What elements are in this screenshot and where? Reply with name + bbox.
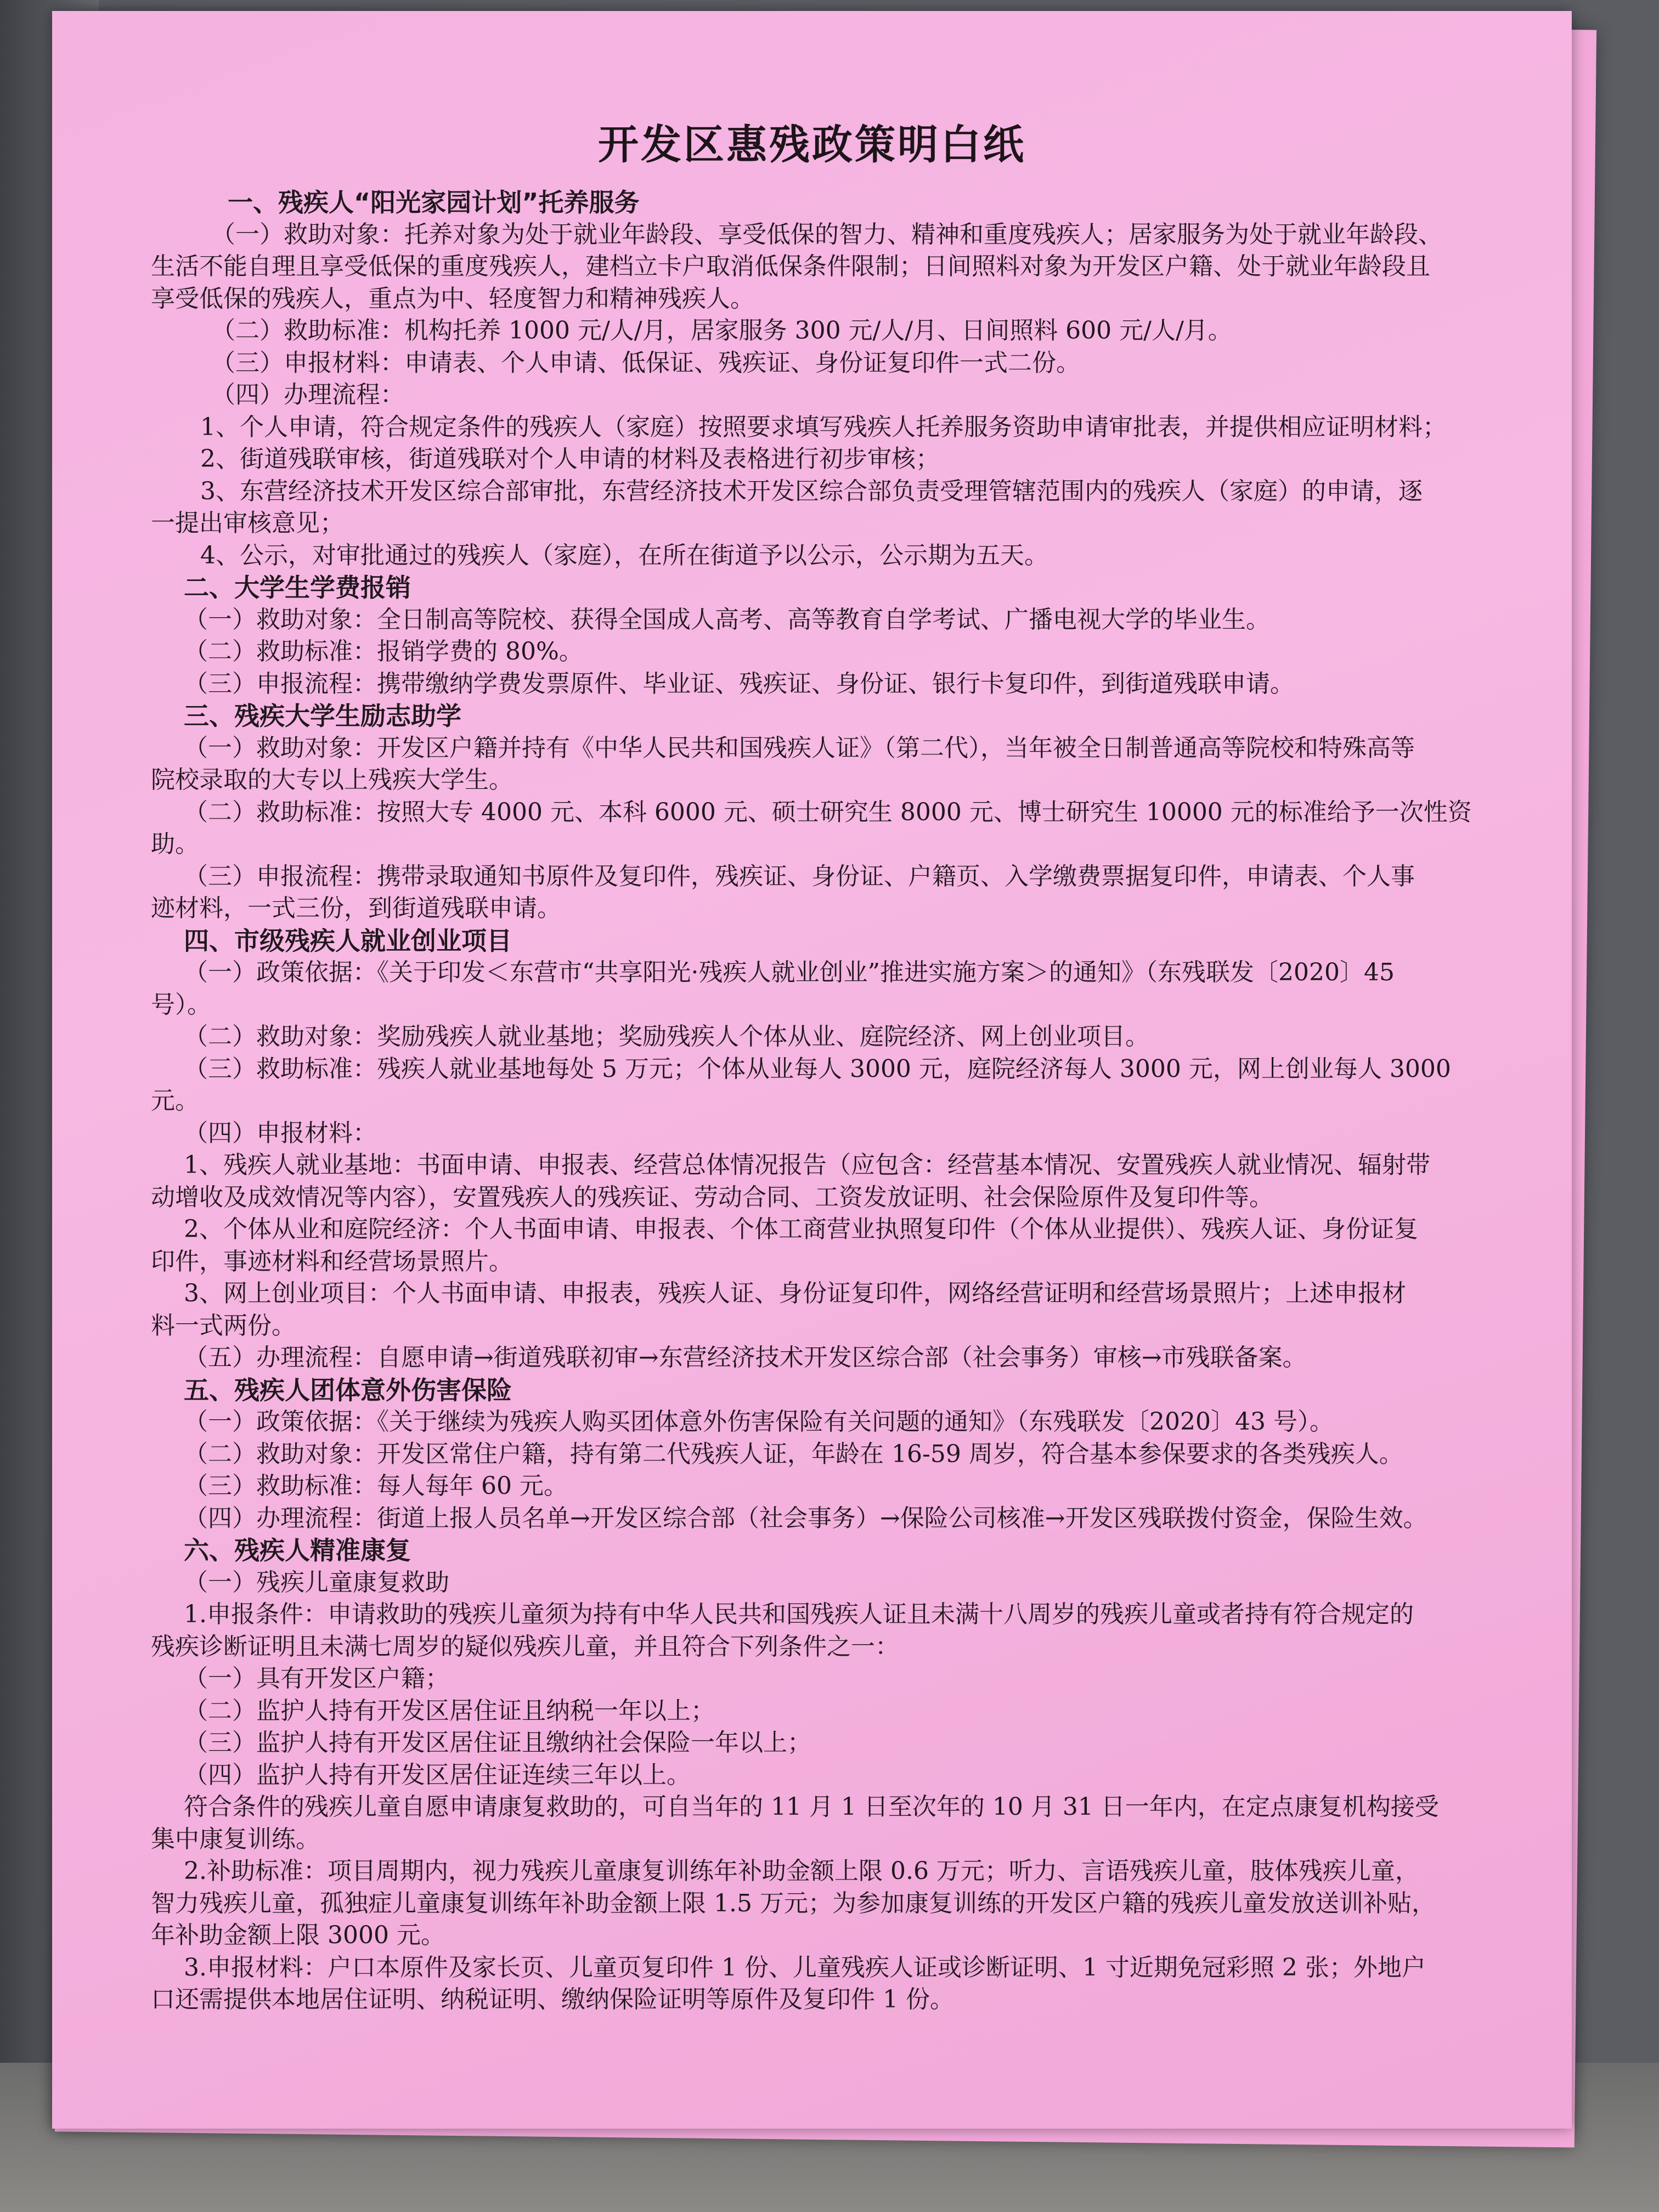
section-heading-5: 五、残疾人团体意外伤害保险	[184, 1375, 512, 1405]
text-line: 符合条件的残疾儿童自愿申请康复救助的，可自当年的 11 月 1 日至次年的 10 月 31 日一年内，在定点康复机构接受	[184, 1793, 1439, 1821]
pink-paper-sheet	[52, 11, 1572, 2129]
text-line: 1、个人申请，符合规定条件的残疾人（家庭）按照要求填写残疾人托养服务资助申请审批表，并提供相应证明材料；	[200, 413, 1447, 441]
text-line: （一）残疾儿童康复救助	[184, 1568, 449, 1596]
section-heading-3: 三、残疾大学生励志助学	[184, 701, 461, 731]
section-heading-4: 四、市级残疾人就业创业项目	[184, 926, 512, 956]
text-line: 料一式两份。	[151, 1311, 296, 1340]
text-line: 口还需提供本地居住证明、纳税证明、缴纳保险证明等原件及复印件 1 份。	[151, 1985, 954, 2013]
text-line: （一）救助对象：托养对象为处于就业年龄段、享受低保的智力、精神和重度残疾人；居家服务为处于就业年龄段、	[211, 220, 1442, 249]
text-line: （四）申报材料：	[184, 1119, 377, 1147]
section-heading-6: 六、残疾人精准康复	[184, 1536, 411, 1565]
text-line: 3、网上创业项目：个人书面申请、申报表，残疾人证、身份证复印件，网络经营证明和经营场景照片；上述申报材	[184, 1279, 1406, 1307]
text-line: 2、街道残联审核，街道残联对个人申请的材料及表格进行初步审核；	[200, 445, 940, 473]
text-line: （三）救助标准：每人每年 60 元。	[184, 1472, 568, 1500]
text-line: （一）救助对象：全日制高等院校、获得全国成人高考、高等教育自学考试、广播电视大学的毕业生。	[184, 605, 1270, 634]
text-line: （二）救助标准：报销学费的 80%。	[184, 637, 583, 665]
text-line: （三）申报流程：携带缴纳学费发票原件、毕业证、残疾证、身份证、银行卡复印件，到街道残联申请。	[184, 669, 1294, 698]
text-line: （二）救助标准：按照大专 4000 元、本科 6000 元、硕士研究生 8000 元、博士研究生 10000 元的标准给予一次性资	[184, 798, 1472, 826]
section-heading-1: 一、残疾人“阳光家园计划”托养服务	[228, 188, 640, 217]
text-line: 一提出审核意见；	[151, 509, 344, 537]
text-line: （二）救助标准：机构托养 1000 元/人/月，居家服务 300 元/人/月、日间照料 600 元/人/月。	[211, 317, 1232, 345]
text-line: （三）申报流程：携带录取通知书原件及复印件，残疾证、身份证、户籍页、入学缴费票据复印件，申请表、个人事	[184, 862, 1415, 890]
text-line: （一）政策依据：《关于印发＜东营市“共享阳光·残疾人就业创业”推进实施方案＞的通知》（东残联发〔2020〕45	[184, 958, 1395, 986]
text-line: （四）监护人持有开发区居住证连续三年以上。	[184, 1760, 691, 1789]
section-heading-2: 二、大学生学费报销	[184, 573, 411, 602]
text-line: （三）救助标准：残疾人就业基地每处 5 万元；个体从业每人 3000 元，庭院经济每人 3000 元，网上创业每人 3000	[184, 1054, 1451, 1083]
text-line: 生活不能自理且享受低保的重度残疾人，建档立卡户取消低保条件限制；日间照料对象为开发区户籍、处于就业年龄段且	[151, 252, 1430, 280]
text-line: （一）具有开发区户籍；	[184, 1664, 449, 1692]
text-line: （三）申报材料：申请表、个人申请、低保证、残疾证、身份证复印件一式二份。	[211, 348, 1080, 377]
text-line: 助。	[151, 830, 199, 858]
text-line: 年补助金额上限 3000 元。	[151, 1921, 445, 1949]
text-line: （二）监护人持有开发区居住证且纳税一年以上；	[184, 1696, 715, 1725]
text-line: （二）救助对象：开发区常住户籍，持有第二代残疾人证，年龄在 16-59 周岁，符合基本参保要求的各类残疾人。	[184, 1440, 1403, 1468]
text-line: （二）救助对象：奖励残疾人就业基地；奖励残疾人个体从业、庭院经济、网上创业项目。	[184, 1023, 1149, 1051]
document-body	[151, 187, 1550, 2016]
text-line: 动增收及成效情况等内容），安置残疾人的残疾证、劳动合同、工资发放证明、社会保险原件及复印件等。	[151, 1183, 1273, 1211]
text-line: 集中康复训练。	[151, 1825, 320, 1853]
text-line: 印件，事迹材料和经营场景照片。	[151, 1247, 513, 1276]
text-line: （四）办理流程：街道上报人员名单→开发区综合部（社会事务）→保险公司核准→开发区残联拨付资金，保险生效。	[184, 1504, 1427, 1532]
text-line: 残疾诊断证明且未满七周岁的疑似残疾儿童，并且符合下列条件之一：	[151, 1632, 899, 1661]
text-line: （四）办理流程：	[211, 381, 404, 409]
text-line: 1、残疾人就业基地：书面申请、申报表、经营总体情况报告（应包含：经营基本情况、安置残疾人就业情况、辐射带	[184, 1151, 1430, 1179]
text-line: （三）监护人持有开发区居住证且缴纳社会保险一年以上；	[184, 1729, 811, 1757]
text-line: 3、东营经济技术开发区综合部审批，东营经济技术开发区综合部负责受理管辖范围内的残疾人（家庭）的申请，逐	[200, 477, 1423, 505]
text-line: （一）政策依据：《关于继续为残疾人购买团体意外伤害保险有关问题的通知》（东残联发〔2020〕43 号）。	[184, 1408, 1334, 1436]
text-line: 号）。	[151, 990, 211, 1019]
text-line: （一）救助对象：开发区户籍并持有《中华人民共和国残疾人证》（第二代），当年被全日制普通高等院校和特殊高等	[184, 733, 1415, 762]
text-line: 享受低保的残疾人，重点为中、轻度智力和精神残疾人。	[151, 284, 754, 313]
document-title: 开发区惠残政策明白纸	[598, 121, 1026, 168]
text-line: 智力残疾儿童，孤独症儿童康复训练年补助金额上限 1.5 万元；为参加康复训练的开发区户籍的残疾儿童发放送训补贴，	[151, 1889, 1436, 1917]
text-line: 2、个体从业和庭院经济：个人书面申请、申报表、个体工商营业执照复印件（个体从业提供）、残疾人证、身份证复	[184, 1215, 1418, 1243]
text-line: 4、公示，对审批通过的残疾人（家庭），在所在街道予以公示，公示期为五天。	[200, 541, 1048, 569]
text-line: 迹材料，一式三份，到街道残联申请。	[151, 894, 561, 922]
text-line: 3.申报材料：户口本原件及家长页、儿童页复印件 1 份、儿童残疾人证或诊断证明、1 寸近期免冠彩照 2 张；外地户	[184, 1953, 1426, 1982]
text-line: 2.补助标准：项目周期内，视力残疾儿童康复训练年补助金额上限 0.6 万元；听力、言语残疾儿童，肢体残疾儿童，	[184, 1857, 1419, 1885]
text-line: 院校录取的大专以上残疾大学生。	[151, 766, 513, 794]
text-line: （五）办理流程：自愿申请→街道残联初审→东营经济技术开发区综合部（社会事务）审核→市残联备案。	[184, 1344, 1307, 1372]
text-line: 1.申报条件：申请救助的残疾儿童须为持有中华人民共和国残疾人证且未满十八周岁的残疾儿童或者持有符合规定的	[184, 1600, 1414, 1628]
text-line: 元。	[151, 1087, 199, 1115]
